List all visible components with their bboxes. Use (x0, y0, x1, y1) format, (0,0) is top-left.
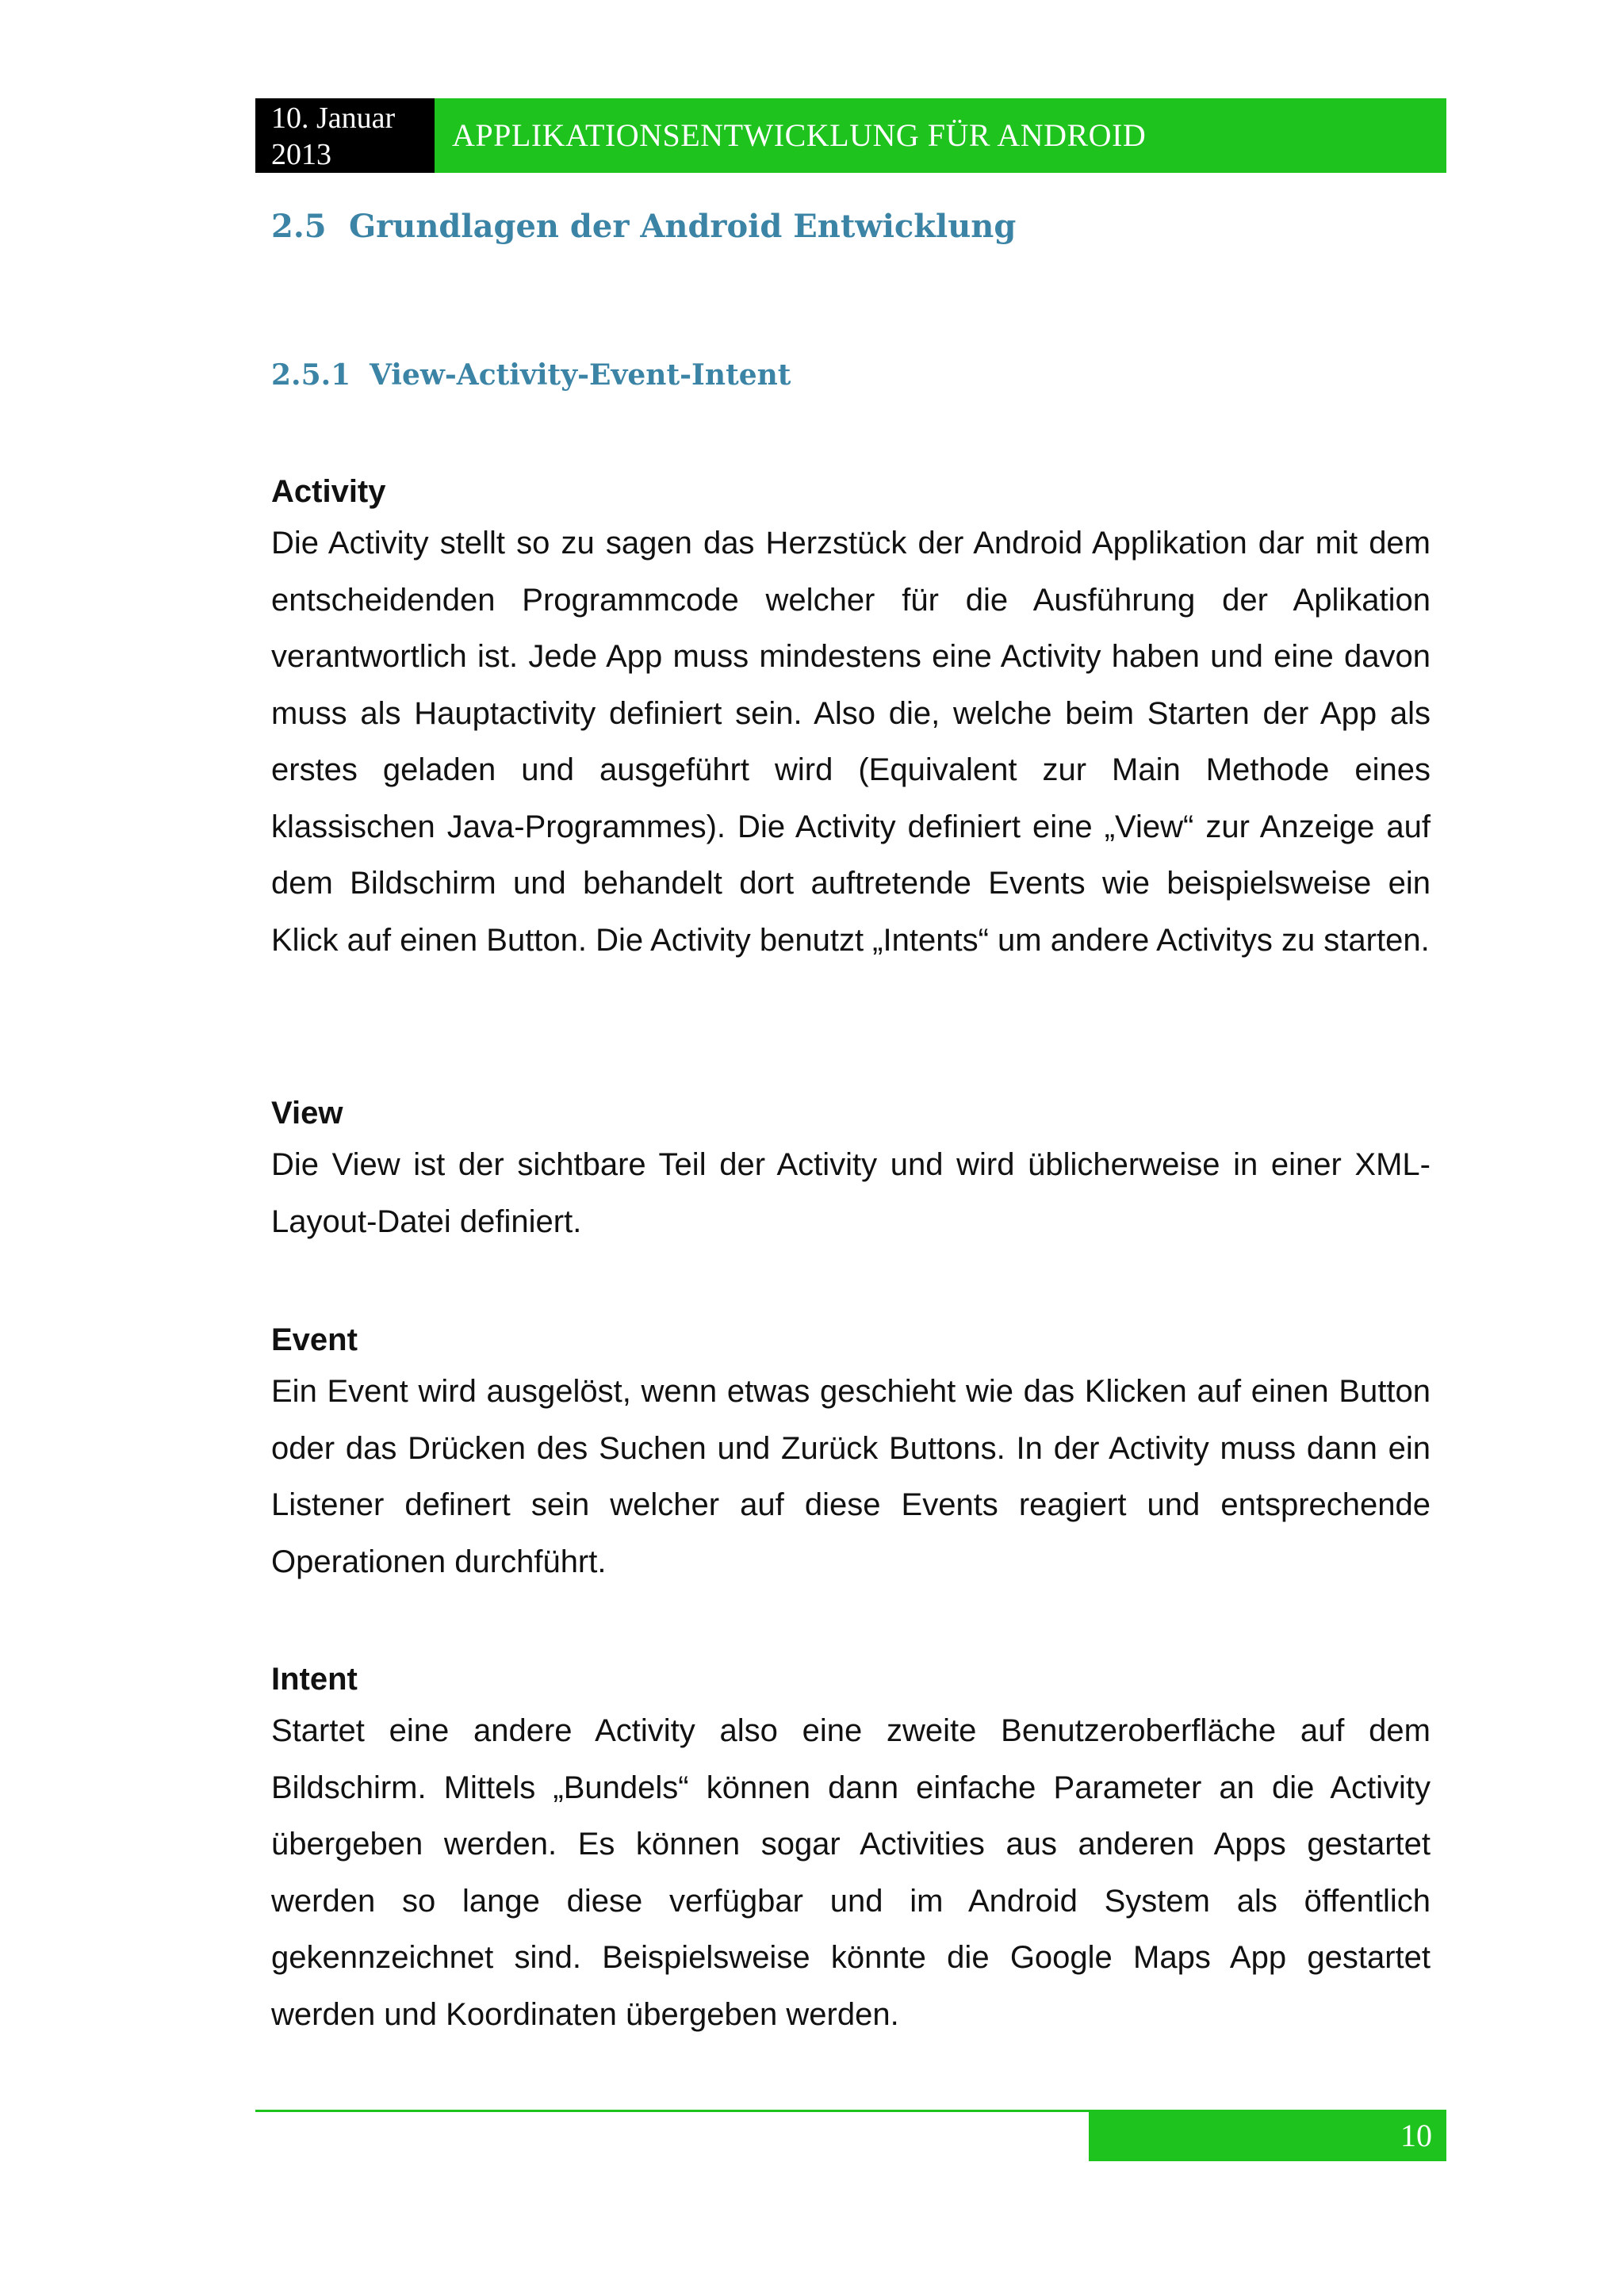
intent-paragraph: Startet eine andere Activity also eine zweite Benutzeroberfläche auf dem Bildschirm. Mittels „Bundels“ können dann einfache Parameter an die Activity übergeben werden. Es können sogar Activities aus anderen Apps gestartet werden so lange diese verfügbar und im Android System als öffentlich gekennzeichnet sind. Beispielsweise könnte die Google Maps App gestartet werden und Koordinaten übergeben werden. (271, 1713, 1431, 2032)
view-title: View (271, 1096, 343, 1131)
subsection-number: 2.5.1 (271, 358, 351, 392)
event-title: Event (271, 1322, 358, 1357)
page-number: 10 (1089, 2110, 1446, 2161)
section-number: 2.5 (271, 208, 327, 245)
activity-paragraph: Die Activity stellt so zu sagen das Herzstück der Android Applikation dar mit dem entscheidenden Programmcode welcher für die Ausführung der Aplikation verantwortlich ist. Jede App muss mindestens eine Activity haben und eine davon muss als Hauptactivity definiert sein. Also die, welche beim Starten der App als erstes geladen und ausgeführt wird (Equivalent zur Main Methode eines klassischen Java-Programmes). Die Activity definiert eine „View“ zur Anzeige auf dem Bildschirm und behandelt dort auftretende Events wie beispielsweise ein Klick auf einen Button. Die Activity benutzt „Intents“ um andere Activitys zu starten. (271, 526, 1431, 958)
intent-section (271, 1655, 1431, 2043)
page-header (255, 98, 1446, 173)
event-paragraph: Ein Event wird ausgelöst, wenn etwas geschieht wie das Klicken auf einen Button oder das Drücken des Suchen und Zurück Buttons. In der Activity muss dann ein Listener definert sein welcher auf diese Events reagiert und entsprechende Operationen durchführt. (271, 1374, 1431, 1579)
section-title: Grundlagen der Android Entwicklung (349, 208, 1017, 245)
view-section (271, 1089, 1431, 1250)
section-heading (271, 208, 1016, 245)
activity-title: Activity (271, 474, 386, 509)
activity-section (271, 468, 1431, 969)
header-title: APPLIKATIONSENTWICKLUNG FÜR ANDROID (435, 98, 1446, 173)
subsection-heading (271, 358, 791, 392)
event-section (271, 1316, 1431, 1590)
view-paragraph: Die View ist der sichtbare Teil der Activity und wird üblicherweise in einer XML-Layout-Datei definiert. (271, 1147, 1431, 1239)
intent-title: Intent (271, 1662, 358, 1697)
subsection-title: View-Activity-Event-Intent (370, 358, 791, 392)
header-date-day: 10. Januar (271, 101, 396, 135)
header-date (255, 98, 435, 173)
header-date-year: 2013 (271, 138, 331, 171)
